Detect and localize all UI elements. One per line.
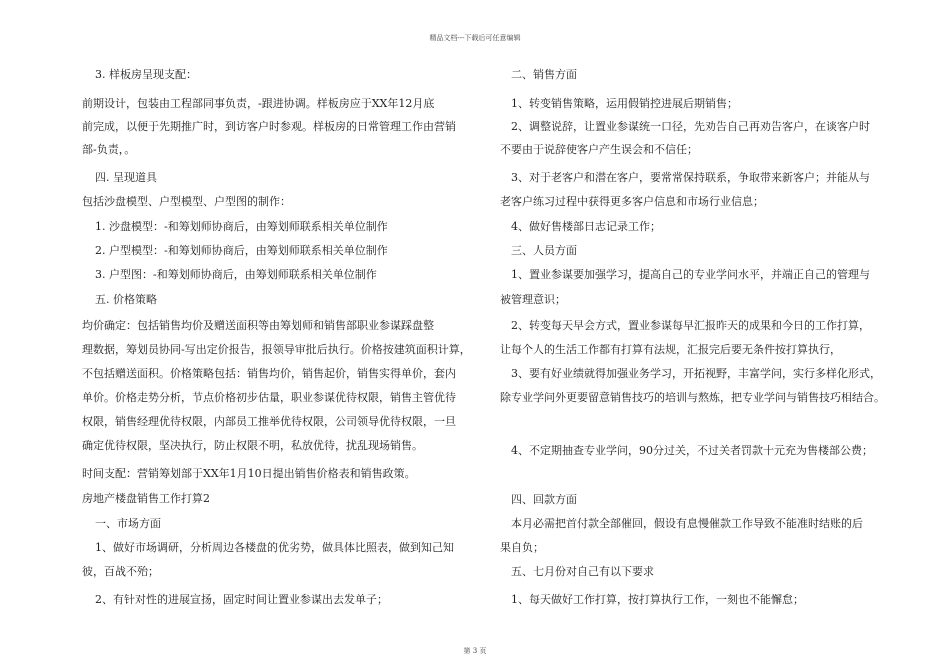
right-column-line: 果自负；: [500, 541, 544, 554]
left-column-line: 一、市场方面: [95, 517, 161, 530]
left-column-line: 不包括赠送面积。价格策略包括：销售均价，销售起价，销售实得单价，套内: [82, 367, 456, 380]
left-column-line: 确定优待权限，坚决执行，防止权限不明，私放优待，扰乱现场销售。: [82, 439, 423, 452]
right-column-line: 四、回款方面: [511, 493, 577, 506]
left-column-line: 3. 样板房呈现支配：: [95, 68, 197, 81]
left-column-line: 时间支配：营销筹划部于XX年1月10日提出销售价格表和销售政策。: [82, 467, 416, 480]
left-column-line: 房地产楼盘销售工作打算2: [82, 492, 210, 505]
right-column-line: 被管理意识；: [500, 293, 566, 306]
left-column-line: 四. 呈现道具: [95, 171, 157, 184]
right-column-line: 五、七月份对自己有以下要求: [511, 565, 654, 578]
left-column-line: 2. 户型模型：-和筹划师协商后，由筹划师联系相关单位制作: [95, 244, 388, 257]
left-column-line: 五. 价格策略: [95, 293, 157, 306]
right-column-line: 2、转变每天早会方式，置业参谋每早汇报昨天的成果和今日的工作打算，: [511, 319, 870, 332]
left-column-line: 部-负责，。: [82, 143, 136, 156]
left-column-line: 包括沙盘模型、户型模型、户型图的制作：: [82, 195, 291, 208]
left-column-line: 2、有针对性的进展宣扬，固定时间让置业参谋出去发单子；: [95, 593, 388, 606]
right-column-line: 让每个人的生活工作都有打算有法规，汇报完后要无条件按打算执行，: [500, 343, 841, 356]
right-column-line: 老客户练习过程中获得更多客户信息和市场行业信息；: [500, 195, 764, 208]
right-column-line: 本月必需把首付款全部催回，假设有息慢催款工作导致不能准时结账的后: [511, 517, 863, 530]
right-column-line: 4、做好售楼部日志记录工作；: [511, 220, 661, 233]
right-column-line: 3、对于老客户和潜在客户，要常常保持联系，争取带来新客户；并能从与: [511, 171, 870, 184]
left-column-line: 1. 沙盘模型：-和筹划师协商后，由筹划师联系相关单位制作: [95, 220, 388, 233]
right-column-line: 1、置业参谋要加强学习，提高自己的专业学问水平，并端正自己的管理与: [511, 268, 870, 281]
page-footer: 第 3 页: [463, 647, 487, 655]
right-column-line: 三、人员方面: [511, 244, 577, 257]
left-column-line: 彼，百战不殆；: [82, 565, 159, 578]
left-column-line: 1、做好市场调研，分析周边各楼盘的优劣势，做具体比照表，做到知己知: [95, 541, 454, 554]
right-column-line: 3、要有好业绩就得加强业务学习，开拓视野，丰富学问，实行多样化形式，: [511, 367, 881, 380]
left-column-line: 均价确定：包括销售均价及赠送面积等由筹划师和销售部职业参谋踩盘整: [82, 319, 434, 332]
left-column-line: 3. 户型图：-和筹划师协商后，由筹划师联系相关单位制作: [95, 268, 377, 281]
right-column-line: 不要由于说辞使客户产生误会和不信任；: [500, 143, 698, 156]
right-column-line: 1、每天做好工作打算，按打算执行工作，一刻也不能懈怠；: [511, 593, 804, 606]
right-column-line: 二、销售方面: [511, 68, 577, 81]
page-header: 精品文档---下载后可任意编辑: [429, 34, 521, 42]
right-column-line: 1、转变销售策略，运用假销控进展后期销售；: [511, 97, 738, 110]
left-column-line: 前期设计，包装由工程部同事负责，-跟进协调。样板房应于XX年12月底: [82, 97, 435, 110]
right-column-line: 除专业学问外更要留意销售技巧的培训与熬炼，把专业学问与销售技巧相结合。: [500, 391, 885, 404]
right-column-line: 2、调整说辞，让置业参谋统一口径，先劝告自己再劝告客户，在谈客户时: [511, 120, 870, 133]
right-column-line: 4、不定期抽查专业学问，90分过关，不过关者罚款十元充为售楼部公费；: [511, 444, 873, 457]
left-column-line: 理数据，筹划员协同-写出定价报告，报领导审批后执行。价格按建筑面积计算，: [82, 343, 471, 356]
left-column-line: 权限，销售经理优待权限，内部员工推举优待权限，公司领导优待权限，一旦: [82, 415, 456, 428]
left-column-line: 前完成，以便于先期推广时，到访客户时参观。样板房的日常管理工作由营销: [82, 120, 456, 133]
left-column-line: 单价。价格走势分析，节点价格初步估量，职业参谋优待权限，销售主管优待: [82, 391, 456, 404]
